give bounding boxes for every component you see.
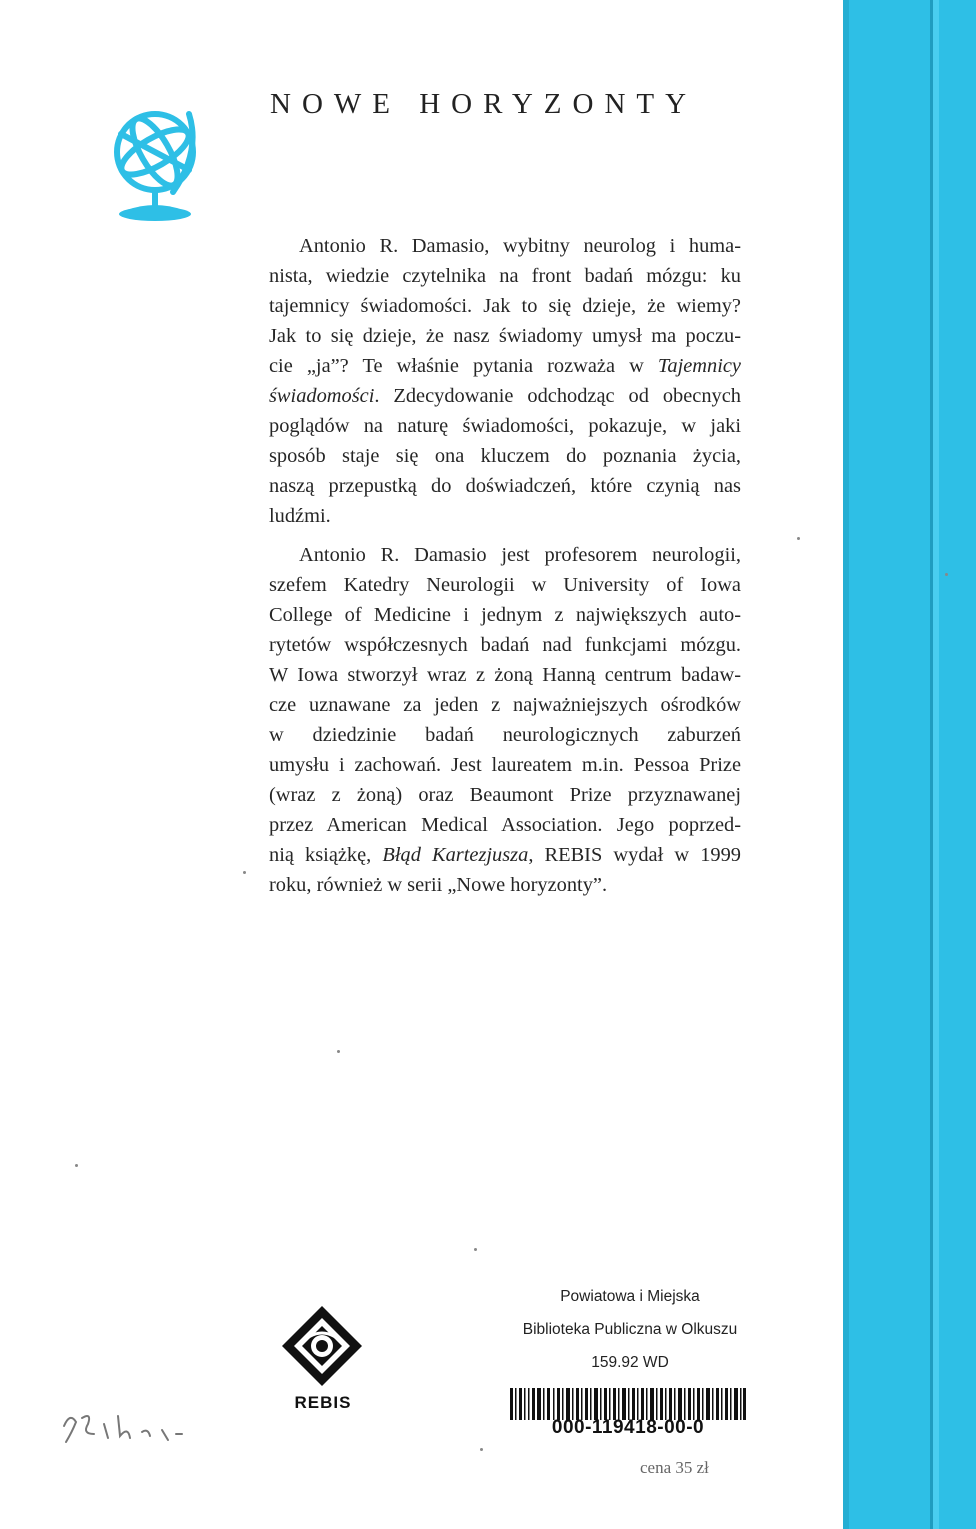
spine-highlight [933,0,939,1529]
description-line-text: cie „ja”? Te właśnie pytania rozważa w [269,355,658,377]
description-line: Antonio R. Damasio, wybitny neurolog i huma- [299,235,741,257]
description-line: poglądów na naturę świadomości, pokazuje, w jaki [269,415,741,437]
spine-shadow [843,0,849,1529]
description-line: ludźmi. [269,505,331,527]
bio-line: przez American Medical Association. Jego poprzed- [269,814,741,836]
paper-speck [480,1448,483,1451]
paper-speck [797,537,800,540]
description-line [269,351,741,381]
description-line: nista, wiedzie czytelnika na front badań mózgu: ku [269,265,741,287]
book-title-italic: świadomości [269,385,375,407]
bio-line: College of Medicine i jednym z największych auto- [269,604,741,626]
prior-book-title-italic: Błąd Kartezjusza [382,844,529,866]
book-description [269,231,741,531]
bio-line: w dziedzinie badań neurologicznych zaburzeń [269,724,741,746]
handwritten-mark [58,1404,208,1452]
series-title: NOWE HORYZONTY [270,88,698,120]
author-bio [269,540,741,900]
description-line: Jak to się dzieje, że nasz świadomy umysł ma poczu- [269,325,741,347]
description-line-text: . Zdecydowanie odchodząc od obecnych [374,385,741,407]
bio-line: Antonio R. Damasio jest profesorem neurologii, [299,544,741,566]
bio-line: umysłu i zachowań. Jest laureatem m.in. Pessoa Prize [269,754,741,776]
paper-speck [75,1164,78,1167]
book-title-italic: Tajemnicy [657,355,741,377]
bio-line: szefem Katedry Neurologii w University of Iowa [269,574,741,596]
paper-speck [474,1248,477,1251]
bio-line-text: nią książkę, [269,844,383,866]
description-line: naszą przepustką do doświadczeń, które czynią nas [269,475,741,497]
barcode-number: 000-119418-00-0 [551,1417,705,1438]
bio-line: (wraz z żoną) oraz Beaumont Prize przyznawanej [269,784,741,806]
barcode [510,1388,746,1420]
price-label: cena 35 zł [640,1458,709,1477]
bio-line [269,840,741,870]
publisher-name: REBIS [294,1393,352,1412]
bio-line: rytetów współczesnych badań nad funkcjami mózgu. [269,634,741,656]
library-call-number: 159.92 WD [591,1354,669,1371]
book-spine [843,0,976,1529]
paper-speck [243,871,246,874]
paper-speck [337,1050,340,1053]
globe-icon [103,100,213,230]
paper-speck [945,573,948,576]
description-line: tajemnicy świadomości. Jak to się dzieje, że wiemy? [269,295,741,317]
library-stamp-line: Powiatowa i Miejska [560,1288,700,1305]
library-stamp-line: Biblioteka Publiczna w Olkuszu [522,1321,738,1338]
bio-line: roku, również w serii „Nowe horyzonty”. [269,874,608,896]
description-line [269,381,741,411]
bio-line: cze uznawane za jeden z najważniejszych ośrodków [269,694,741,716]
bio-line: W Iowa stworzył wraz z żoną Hanną centrum badaw- [269,664,741,686]
bio-line-text: , REBIS wydał w 1999 [528,844,741,866]
description-line: sposób staje się ona kluczem do poznania życia, [269,445,741,467]
